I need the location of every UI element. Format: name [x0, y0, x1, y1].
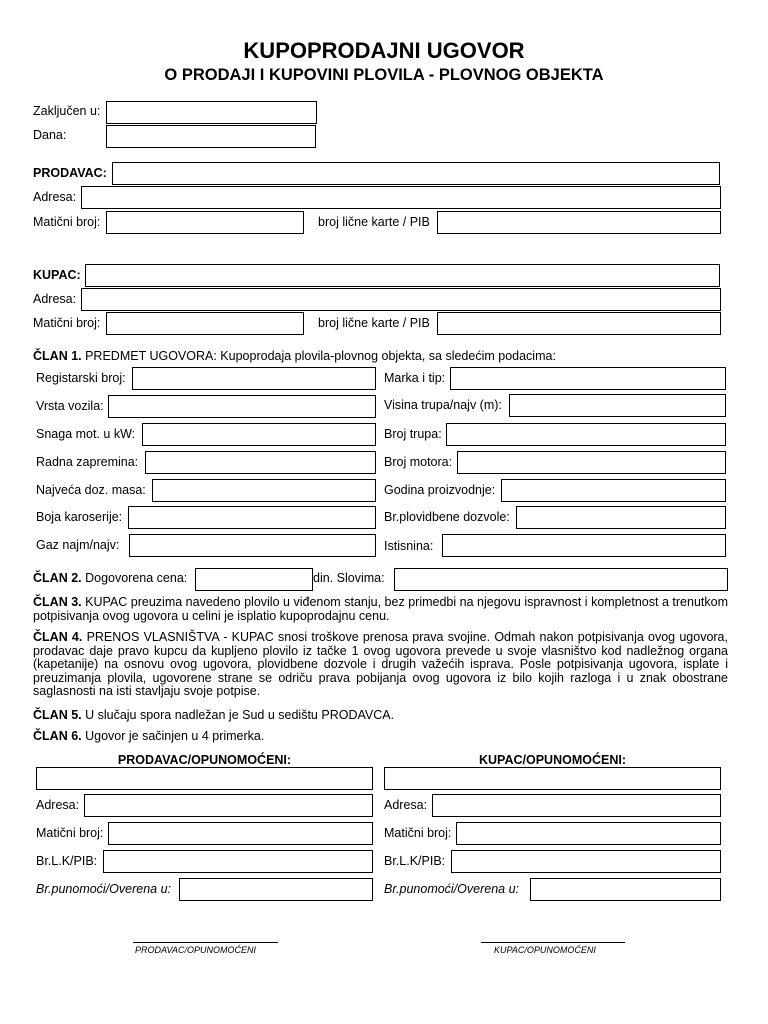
gaz-input[interactable] — [129, 534, 376, 557]
buyer-licna-input[interactable] — [437, 312, 721, 335]
vrsta-vozila-input[interactable] — [108, 395, 376, 418]
zakljucen-input[interactable] — [106, 101, 317, 124]
dana-label: Dana: — [33, 128, 67, 142]
field-label-gaz: Gaz najm/najv: — [36, 538, 120, 552]
seller-sign-adresa-label: Adresa: — [36, 798, 80, 812]
clan5-paragraph: ČLAN 5. U slučaju spora nadležan je Sud u sedištu PRODAVCA. — [33, 708, 395, 722]
field-label-broj-trupa: Broj trupa: — [384, 427, 442, 441]
seller-sign-brlk-label: Br.L.K/PIB: — [36, 854, 98, 868]
seller-sign-punomoc-label: Br.punomoći/Overena u: — [36, 882, 172, 896]
buyer-name-input[interactable] — [85, 264, 720, 287]
seller-adresa-label: Adresa: — [33, 190, 77, 204]
seller-sign-adresa-input[interactable] — [84, 794, 373, 817]
zakljucen-label: Zaključen u: — [33, 104, 101, 118]
buyer-licna-label: broj lične karte / PIB — [318, 316, 430, 330]
plovidbene-dozvole-input[interactable] — [516, 506, 726, 529]
seller-sign-maticni-label: Matični broj: — [36, 826, 104, 840]
buyer-sign-maticni-label: Matični broj: — [384, 826, 452, 840]
buyer-maticni-input[interactable] — [106, 312, 304, 335]
field-label-najveca-masa: Najveća doz. masa: — [36, 483, 146, 497]
seller-sign-name-input[interactable] — [36, 767, 373, 790]
field-label-plovidbene-dozvole: Br.plovidbene dozvole: — [384, 510, 510, 524]
buyer-adresa-label: Adresa: — [33, 292, 77, 306]
clan4-paragraph: ČLAN 4. PRENOS VLASNIŠTVA - KUPAC snosi troškove prenosa prava svojine. Odmah nakon potpisivanja ovog ugovora, prodavac daje pravo kupcu da kupljeno plovilo iz tačke 1 ovog ugovora prevede u svoje vlasništvo kod nadležnog organa (kapetanije) na osnovu ovog ugovora, plovidbene dozvole i drugih važećih isprava. Posle potpisivanja ugovora, isplate i preuzimanja plovila, ugovorene strane se odriču prava pobijanja ovog ugovora iz bilo kojih razloga i u znak obostrane saglasnosti na isti stavljaju svoje potpise. — [33, 630, 728, 699]
field-label-istisnina: Istisnina: — [384, 539, 434, 553]
cena-slovima-input[interactable] — [394, 568, 728, 591]
visina-trupa-input[interactable] — [509, 394, 726, 417]
boja-input[interactable] — [128, 506, 376, 529]
seller-maticni-label: Matični broj: — [33, 215, 101, 229]
snaga-input[interactable] — [142, 423, 376, 446]
field-label-marka: Marka i tip: — [384, 371, 446, 385]
clan3-paragraph: ČLAN 3. KUPAC preuzima navedeno plovilo u viđenom stanju, bez primedbi na njegovu ispravnost i kompletnost a trenutkom potpisivanja ovog ugovora u celini je isplatio kupoprodajnu cenu. — [33, 595, 728, 623]
buyer-maticni-label: Matični broj: — [33, 316, 101, 330]
buyer-sign-brlk-input[interactable] — [451, 850, 721, 873]
radna-zapremina-input[interactable] — [145, 451, 376, 474]
godina-input[interactable] — [501, 479, 726, 502]
clan2-heading: ČLAN 2. Dogovorena cena: — [33, 571, 188, 585]
field-label-radna-zapremina: Radna zapremina: — [36, 455, 139, 469]
seller-signature-line — [133, 942, 278, 943]
buyer-signature-line — [481, 942, 625, 943]
marka-input[interactable] — [450, 367, 726, 390]
seller-sign-brlk-input[interactable] — [103, 850, 373, 873]
seller-licna-input[interactable] — [437, 211, 721, 234]
field-label-broj-motora: Broj motora: — [384, 455, 453, 469]
field-label-visina-trupa: Visina trupa/najv (m): — [384, 398, 502, 412]
buyer-sign-punomoc-label: Br.punomoći/Overena u: — [384, 882, 520, 896]
istisnina-input[interactable] — [442, 534, 726, 557]
seller-sign-heading: PRODAVAC/OPUNOMOĆENI: — [117, 753, 292, 767]
buyer-sign-adresa-label: Adresa: — [384, 798, 428, 812]
registarski-broj-input[interactable] — [132, 367, 376, 390]
seller-sign-maticni-input[interactable] — [108, 822, 373, 845]
document-title: KUPOPRODAJNI UGOVOR — [243, 38, 525, 63]
seller-heading: PRODAVAC: — [33, 166, 107, 180]
dana-input[interactable] — [106, 125, 316, 148]
buyer-heading: KUPAC: — [33, 268, 81, 282]
document-subtitle: O PRODAJI I KUPOVINI PLOVILA - PLOVNOG OBJEKTA — [164, 66, 604, 84]
buyer-adresa-input[interactable] — [81, 288, 721, 311]
clan1-heading: ČLAN 1. PREDMET UGOVORA: Kupoprodaja plovila-plovnog objekta, sa sledećim podacima: — [33, 349, 556, 363]
field-label-boja: Boja karoserije: — [36, 510, 123, 524]
buyer-sign-maticni-input[interactable] — [456, 822, 721, 845]
seller-maticni-input[interactable] — [106, 211, 304, 234]
field-label-registarski-broj: Registarski broj: — [36, 371, 126, 385]
buyer-sign-punomoc-input[interactable] — [530, 878, 721, 901]
buyer-sign-heading: KUPAC/OPUNOMOĆENI: — [479, 753, 626, 767]
field-label-snaga: Snaga mot. u kW: — [36, 427, 136, 441]
broj-trupa-input[interactable] — [446, 423, 726, 446]
buyer-sign-adresa-input[interactable] — [432, 794, 721, 817]
buyer-signature-caption: KUPAC/OPUNOMOĆENI — [494, 945, 596, 955]
cena-input[interactable] — [195, 568, 313, 591]
seller-licna-label: broj lične karte / PIB — [318, 215, 430, 229]
seller-sign-punomoc-input[interactable] — [179, 878, 373, 901]
seller-adresa-input[interactable] — [81, 186, 721, 209]
field-label-vrsta-vozila: Vrsta vozila: — [36, 399, 104, 413]
najveca-masa-input[interactable] — [152, 479, 376, 502]
buyer-sign-brlk-label: Br.L.K/PIB: — [384, 854, 446, 868]
clan6-paragraph: ČLAN 6. Ugovor je sačinjen u 4 primerka. — [33, 729, 265, 743]
seller-name-input[interactable] — [112, 162, 720, 185]
din-slovima-label: din. Slovima: — [313, 571, 385, 585]
buyer-sign-name-input[interactable] — [384, 767, 721, 790]
field-label-godina: Godina proizvodnje: — [384, 483, 496, 497]
seller-signature-caption: PRODAVAC/OPUNOMOĆENI — [135, 945, 257, 955]
broj-motora-input[interactable] — [457, 451, 726, 474]
